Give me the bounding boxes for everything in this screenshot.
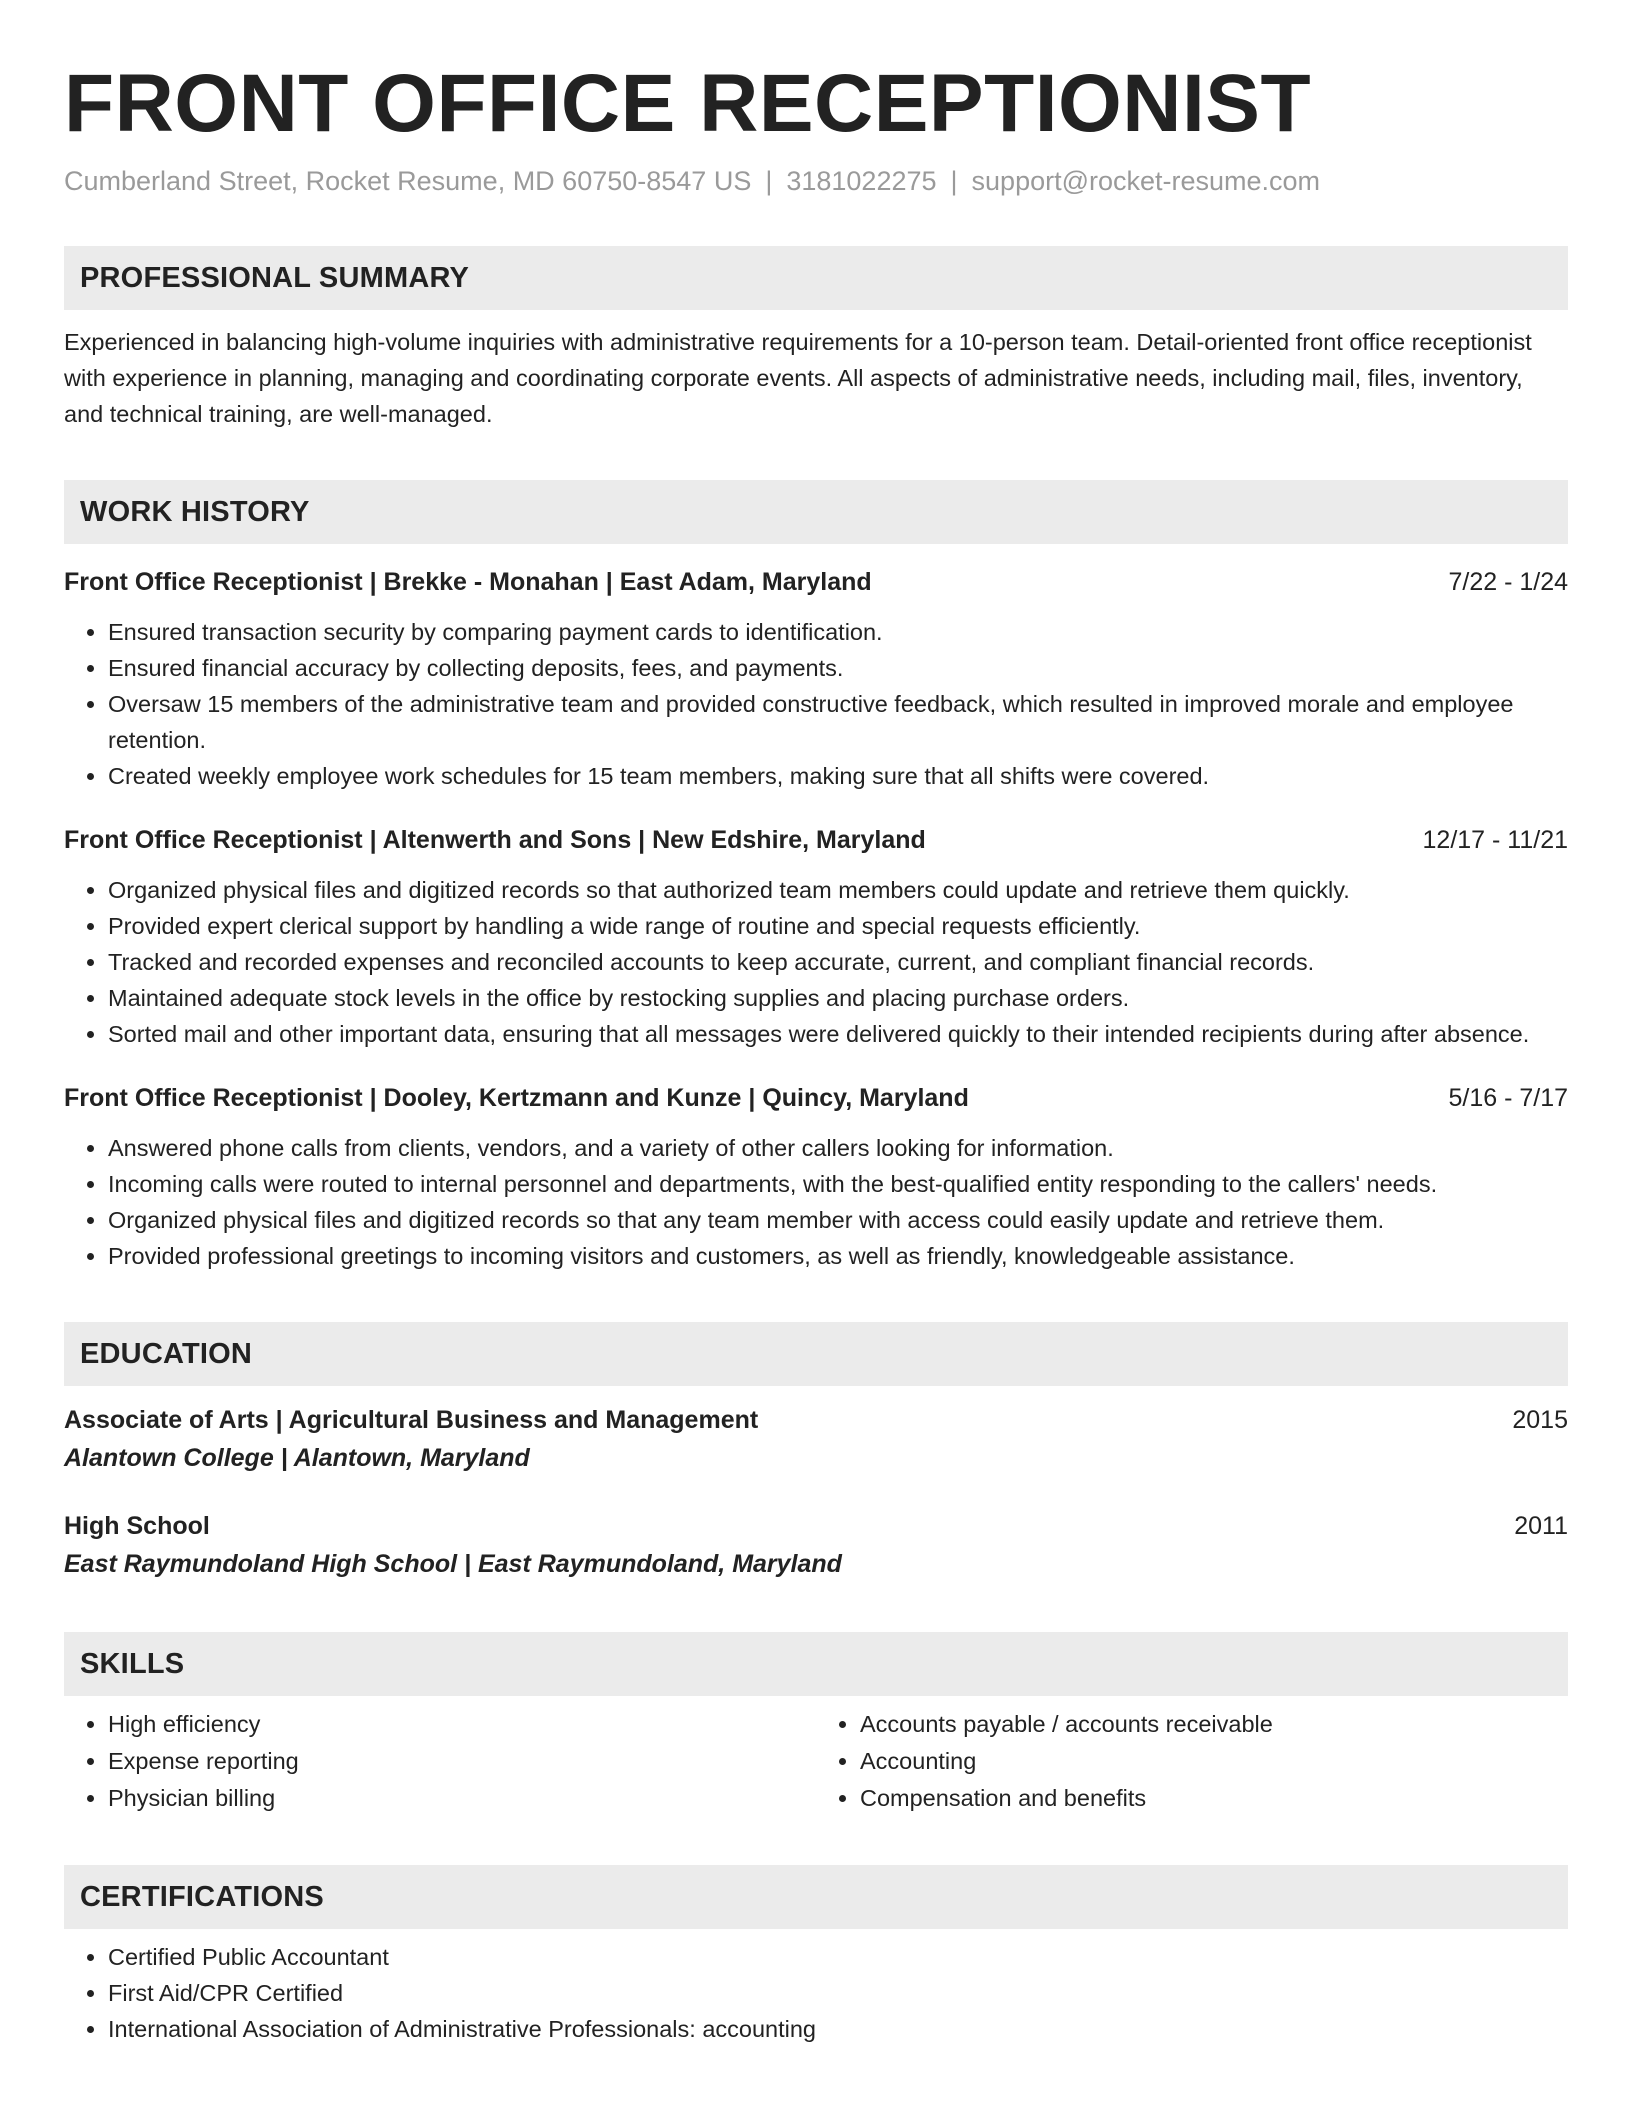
job-dates: 5/16 - 7/17 xyxy=(1448,1084,1568,1112)
job-bullets xyxy=(64,872,1568,1052)
job-title: Front Office Receptionist | Brekke - Monahan | East Adam, Maryland xyxy=(64,568,872,596)
skill-item: • Compensation and benefits xyxy=(860,1780,1568,1817)
job-bullet: • Incoming calls were routed to internal personnel and departments, with the best-qualified entity responding to the callers' needs. xyxy=(108,1166,1568,1202)
skills-list-right xyxy=(816,1706,1568,1817)
job-bullet: • Ensured financial accuracy by collecting deposits, fees, and payments. xyxy=(108,650,1568,686)
education-school: East Raymundoland High School | East Raymundoland, Maryland xyxy=(64,1550,842,1578)
job-bullet: • Answered phone calls from clients, vendors, and a variety of other callers looking for information. xyxy=(108,1130,1568,1166)
job-bullet: • Created weekly employee work schedules for 15 team members, making sure that all shifts were covered. xyxy=(108,758,1568,794)
certifications-block xyxy=(64,1939,1568,2047)
section-heading-summary: PROFESSIONAL SUMMARY xyxy=(64,246,1568,310)
contact-separator: | xyxy=(950,166,958,196)
certifications-list xyxy=(64,1939,1568,2047)
contact-email: support@rocket-resume.com xyxy=(971,166,1321,196)
job-entry xyxy=(64,822,1568,1052)
contact-separator: | xyxy=(765,166,773,196)
job-bullets xyxy=(64,614,1568,794)
skill-item: • Accounts payable / accounts receivable xyxy=(860,1706,1568,1743)
skills-columns xyxy=(64,1706,1568,1817)
education-degree: Associate of Arts | Agricultural Business and Management xyxy=(64,1406,759,1434)
certification-item: • Certified Public Accountant xyxy=(108,1939,1568,1975)
section-heading-skills: SKILLS xyxy=(64,1632,1568,1696)
education-header xyxy=(64,1508,1568,1544)
education-header xyxy=(64,1402,1568,1438)
job-header xyxy=(64,822,1568,858)
job-bullet: • Sorted mail and other important data, ensuring that all messages were delivered quickly to their intended recipients during after absence. xyxy=(108,1016,1568,1052)
job-bullet: • Tracked and recorded expenses and reconciled accounts to keep accurate, current, and compliant financial records. xyxy=(108,944,1568,980)
job-bullet: • Ensured transaction security by comparing payment cards to identification. xyxy=(108,614,1568,650)
job-bullet: • Maintained adequate stock levels in the office by restocking supplies and placing purchase orders. xyxy=(108,980,1568,1016)
job-bullet: • Oversaw 15 members of the administrative team and provided constructive feedback, which resulted in improved morale and employee retention. xyxy=(108,686,1568,758)
contact-phone: 3181022275 xyxy=(786,166,937,196)
job-bullet: • Organized physical files and digitized records so that authorized team members could update and retrieve them quickly. xyxy=(108,872,1568,908)
section-heading-education: EDUCATION xyxy=(64,1322,1568,1386)
section-heading-work-history: WORK HISTORY xyxy=(64,480,1568,544)
job-dates: 7/22 - 1/24 xyxy=(1448,568,1568,596)
job-entry xyxy=(64,564,1568,794)
job-bullet: • Organized physical files and digitized records so that any team member with access could easily update and retrieve them. xyxy=(108,1202,1568,1238)
skill-item: • Physician billing xyxy=(108,1780,816,1817)
job-title: Front Office Receptionist | Dooley, Kertzmann and Kunze | Quincy, Maryland xyxy=(64,1084,969,1112)
contact-line xyxy=(64,164,1568,198)
job-title: Front Office Receptionist | Altenwerth and Sons | New Edshire, Maryland xyxy=(64,826,926,854)
candidate-name: FRONT OFFICE RECEPTIONIST xyxy=(64,58,1312,149)
education-year: 2015 xyxy=(1512,1406,1568,1434)
skill-item: • Expense reporting xyxy=(108,1743,816,1780)
certification-item: • First Aid/CPR Certified xyxy=(108,1975,1568,2011)
skills-list-left xyxy=(64,1706,816,1817)
section-heading-certifications: CERTIFICATIONS xyxy=(64,1865,1568,1929)
job-header xyxy=(64,1080,1568,1116)
contact-address: Cumberland Street, Rocket Resume, MD 60750-8547 US xyxy=(64,166,752,196)
education-entry xyxy=(64,1508,1568,1584)
job-bullets xyxy=(64,1130,1568,1274)
skill-item: • Accounting xyxy=(860,1743,1568,1780)
job-entry xyxy=(64,1080,1568,1274)
education-school: Alantown College | Alantown, Maryland xyxy=(64,1444,530,1472)
certification-item: • International Association of Administrative Professionals: accounting xyxy=(108,2011,1568,2047)
summary-text: Experienced in balancing high-volume inquiries with administrative requirements for a 10-person team. Detail-oriented front office receptionist with experience in planning, managing and coordinating corporate events. All aspects of administrative needs, including mail, files, inventory, and technical training, are well-managed. xyxy=(64,329,1532,427)
job-dates: 12/17 - 11/21 xyxy=(1422,826,1568,854)
education-degree: High School xyxy=(64,1512,210,1540)
education-year: 2011 xyxy=(1514,1512,1568,1540)
job-bullet: • Provided expert clerical support by handling a wide range of routine and special requests efficiently. xyxy=(108,908,1568,944)
education-entry xyxy=(64,1402,1568,1478)
job-header xyxy=(64,564,1568,600)
skill-item: • High efficiency xyxy=(108,1706,816,1743)
job-bullet: • Provided professional greetings to incoming visitors and customers, as well as friendly, knowledgeable assistance. xyxy=(108,1238,1568,1274)
